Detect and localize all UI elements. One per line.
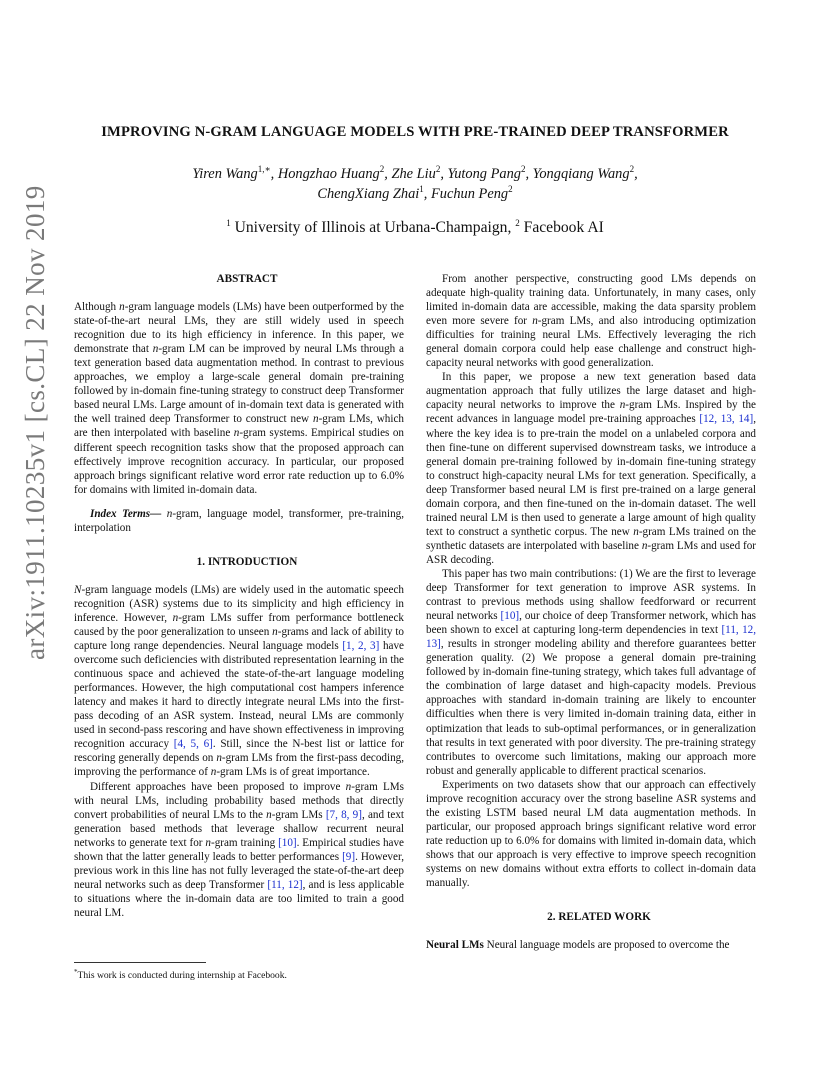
related-work-text: Neural LMs Neural language models are proposed to overcome the <box>426 939 730 952</box>
footnote-text: This work is conducted during internship at Facebook. <box>77 970 287 981</box>
index-terms-label: Index Terms— <box>90 507 162 520</box>
citation-link[interactable]: [9] <box>342 850 356 863</box>
related-work-heading: 2. RELATED WORK <box>547 911 651 924</box>
footnote-rule <box>74 962 206 963</box>
abstract-heading: ABSTRACT <box>216 273 278 285</box>
right-paragraph-3: This paper has two main contributions: (1) We are the first to leverage deep Transformer for text generation to improve ASR systems. In contrast to previous methods using shallow feedforward or recurrent neural networks [10], our choice of deep Transformer network, which has been shown to excel at capturing long-term dependencies in text [11, 12, 13], results in stronger modeling ability and therefore guarantees better generation quality. (2) We propose a general domain pre-training followed by in-domain fine-tuning strategy, which takes full advantage of the combination of large dataset and high-capacity models. Previous approaches with standard in-domain training are likely to encounter difficulties when there is very limited in-domain training data, either in optimization that leads to sub-optimal performances, or in generalization that results in text generated with poor diversity. The pre-training strategy contributes to overcome such limitations, making our approach more robust and generally applicable to different practical scenarios. <box>426 567 757 777</box>
right-column <box>426 272 756 952</box>
author-list <box>90 164 740 204</box>
citation-link[interactable]: [11, 12, 13] <box>426 624 756 651</box>
author-line-1: Yiren Wang$^{1,∗}$, Hongzhao Huang$^2$, Zhe Liu$^2$, Yutong Pang$^2$, Yongqiang Wang$^2$, <box>192 164 638 182</box>
citation-link[interactable]: [1, 2, 3] <box>342 640 380 653</box>
right-paragraph-1: From another perspective, constructing good LMs depends on adequate high-quality training data. Unfortunately, in many cases, only limited in-domain data are accessible, making the data sparsity problem even more severe for n-gram LMs, and also introducing optimization difficulties for training neural LMs. Effectively leveraging the rich general domain corpora could help ease challenge and construct high-capacity neural networks with good generalization. <box>426 273 756 370</box>
right-paragraph-4: Experiments on two datasets show that our approach can effectively improve recognition accuracy over the strong baseline ASR systems and the existing LSTM based neural LM data augmentation methods. In particular, our proposed approach brings significant relative word error rate reduction up to 6.0% for domains with limited in-domain data, which shows that our approach is very effective to improve speech recognition systems on new domains without extra efforts to collect in-domain data manually. <box>426 778 756 890</box>
affiliation-1: University of Illinois at Urbana-Champaign, <box>234 219 516 236</box>
affiliations: $^1$ University of Illinois at Urbana-Champaign, $^2$ Facebook AI <box>226 218 604 236</box>
citation-link[interactable]: [7, 8, 9] <box>325 808 362 821</box>
citation-link[interactable]: [11, 12] <box>267 878 303 891</box>
introduction-heading: 1. INTRODUCTION <box>196 555 298 568</box>
intro-paragraph-1: N-gram language models (LMs) are widely used in the automatic speech recognition (ASR) systems due to its simplicity and high efficiency in inference. However, n-gram LMs suffer from performance bottleneck caused by the poor generalization to unseen n-grams and lack of ability to capture long range dependencies. Neural language models [1, 2, 3] have overcome such deficiencies with distributed representation learning in the continuous space and achieved the state-of-the-art language modeling performances. However, the high computational cost hampers inference latency and makes it hard to directly integrate neural LMs into the first-pass decoding of an ASR system. Instead, neural LMs are commonly used in second-pass rescoring and have shown effectiveness in improving recognition accuracy [4, 5, 6]. Still, since the N-best list or lattice for rescoring generally depends on n-gram LMs from the first-pass decoding, improving the performance of n-gram LMs is of great importance. <box>74 583 404 779</box>
citation-link[interactable]: [10] <box>500 610 520 623</box>
intro-paragraph-2: Different approaches have been proposed to improve n-gram LMs with neural LMs, including probability based methods that directly convert probabilities of neural LMs to the n-gram LMs [7, 8, 9], and text generation based methods that leverage shallow recurrent neural networks to generate text for n-gram training [10]. Empirical studies have shown that the latter generally leads to better performances [9]. However, previous work in this line has not fully leveraged the state-of-the-art deep neural networks such as deep Transformer [11, 12], and is less applicable to situations where the in-domain data are too limited to train a good neural LM. <box>74 780 405 919</box>
affiliation-2: Facebook AI <box>523 219 604 236</box>
index-terms: Index Terms— n-gram, language model, transformer, pre-training, interpolation <box>74 507 405 534</box>
footnote <box>74 966 404 982</box>
paper-title: IMPROVING N-GRAM LANGUAGE MODELS WITH PRE-TRAINED DEEP TRANSFORMER <box>101 124 729 140</box>
left-column <box>74 272 404 920</box>
footnote-mark: * <box>74 968 78 976</box>
citation-link[interactable]: [12, 13, 14] <box>699 413 754 426</box>
right-paragraph-2: In this paper, we propose a new text generation based data augmentation approach that fully utilizes the large dataset and high-capacity neural networks to improve the n-gram LMs. Inspired by the recent advances in language model pre-training approaches [12, 13, 14], where the key idea is to pre-train the model on a unlabeled corpora and then fine-tune on different supervised downstream tasks, we introduce a general domain pre-training followed by in-domain fine-tuning strategy to construct high-capacity neural LMs for text generation. Specifically, a deep Transformer based neural LM is first pre-trained on a large general domain corpora, and then fine-tuned on the in-domain dataset. The well trained neural LM is then used to generate a large amount of high quality text to construct a synthetic corpus. The new n-gram LMs trained on the synthetic datasets are interpolated with baseline n-gram LMs and used for ASR decoding. <box>426 371 756 566</box>
arxiv-identifier: arXiv:1911.10235v1 [cs.CL] 22 Nov 2019 <box>20 185 50 660</box>
related-work-label: Neural LMs <box>426 939 484 952</box>
abstract-text: Although n-gram language models (LMs) have been outperformed by the state-of-the-art neural LMs, they are still widely used in speech recognition due to its high efficiency in inference. In this paper, we demonstrate that n-gram LM can be improved by neural LMs through a text generation based data augmentation method. In contrast to previous approaches, we employ a large-scale general domain pre-training followed by in-domain fine-tuning strategy to construct deep Transformer based neural LMs. Large amount of in-domain text data is generated with the well trained deep Transformer to construct new n-gram LMs, which are then interpolated with baseline n-gram systems. Empirical studies on different speech recognition tasks show that the proposed approach can effectively improve recognition accuracy. In particular, our proposed approach brings significant relative word error rate reduction up to 6.0% for domains with limited in-domain data. <box>74 301 404 496</box>
citation-link[interactable]: [10] <box>278 836 297 849</box>
author-line-2: ChengXiang Zhai$^1$, Fuchun Peng$^2$ <box>317 184 513 202</box>
citation-link[interactable]: [4, 5, 6] <box>173 738 213 751</box>
